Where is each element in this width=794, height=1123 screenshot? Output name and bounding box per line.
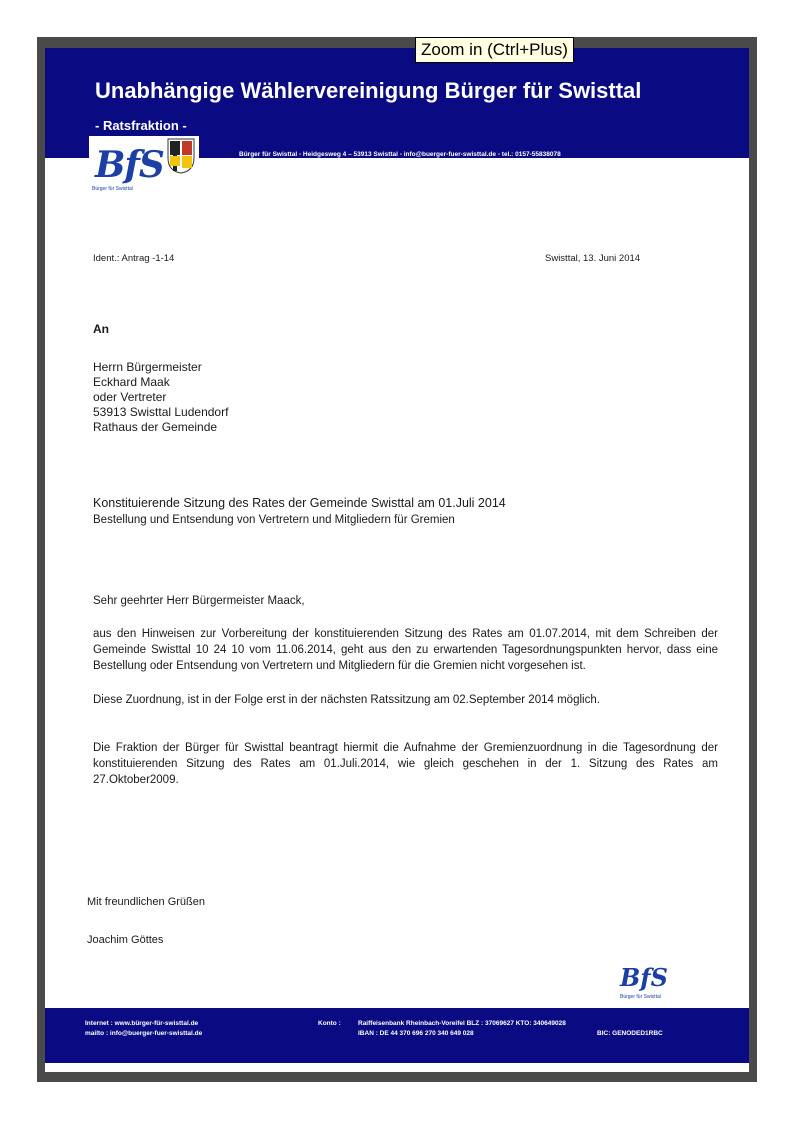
signature: Joachim Göttes [87, 934, 164, 946]
body-paragraph: Die Fraktion der Bürger für Swisttal beantragt hiermit die Aufnahme der Gremienzuordnung in die Tagesordnung der konstituierenden Sitzung des Rates am 01.Juli.2014, wie gleich geschehen in der 1. Sitzung des Rates am 27.Oktober2009. [93, 742, 718, 786]
address-line: Herrn Bürgermeister [93, 360, 202, 374]
crest-icon [167, 138, 195, 174]
ident: Ident.: Antrag -1-14 [93, 253, 175, 264]
address-line: Eckhard Maak [93, 375, 170, 389]
address-line: oder Vertreter [93, 390, 167, 404]
org-subtitle: - Ratsfraktion - [95, 118, 187, 133]
footer-iban: IBAN : DE 44 370 696 270 340 649 028 [358, 1030, 474, 1037]
bfs-logo [89, 136, 199, 198]
bfs-logo-small: BfS [620, 963, 668, 992]
address-line: 53913 Swisttal Ludendorf [93, 405, 229, 419]
logo-subline: Bürger für Swisttal [92, 186, 133, 192]
letter-footer [45, 1008, 749, 1063]
org-title: Unabhängige Wählervereinigung Bürger für Swisttal [95, 78, 642, 103]
address-an: An [93, 322, 109, 336]
closing: Mit freundlichen Grüßen [87, 896, 205, 908]
document-page [45, 48, 749, 1072]
footer-mail: mailto : info@buerger-fuer-swisttal.de [85, 1030, 203, 1037]
place-date: Swisttal, 13. Juni 2014 [545, 253, 641, 264]
subject-title: Konstituierende Sitzung des Rates der Gemeinde Swisttal am 01.Juli 2014 [93, 496, 506, 510]
footer-bank: Raiffeisenbank Rheinbach-Voreifel BLZ : 37069627 KTO: 340649028 [358, 1020, 566, 1027]
logo-small-subline: Bürger für Swisttal [620, 994, 661, 1000]
subject-subtitle: Bestellung und Entsendung von Vertretern und Mitgliedern für Gremien [93, 514, 455, 526]
address-line: Rathaus der Gemeinde [93, 420, 218, 434]
footer-internet: Internet : www.bürger-für-swisttal.de [85, 1020, 199, 1027]
salutation: Sehr geehrter Herr Bürgermeister Maack, [93, 595, 305, 607]
body-paragraph: Diese Zuordnung, ist in der Folge erst in der nächsten Ratssitzung am 02.September 2014 möglich. [93, 694, 600, 706]
zoom-tooltip: Zoom in (Ctrl+Plus) [415, 37, 574, 63]
body-paragraph: aus den Hinweisen zur Vorbereitung der konstituierenden Sitzung des Rates am 01.07.2014, mit dem Schreiben der Gemeinde Swisttal 10 24 10 vom 11.06.2014, geht aus den zu erwartenden Tagesordnungspunkten hervor, dass eine Bestellung oder Entsendung von Vertretern und Mitgliedern für die Gremien nicht vorgesehen ist. [93, 628, 718, 672]
footer-konto-label: Konto : [318, 1020, 341, 1027]
footer-bic: BIC: GENODED1RBC [597, 1030, 663, 1037]
header-contact: Bürger für Swisttal - Heidgesweg 4 – 53913 Swisttal - info@buerger-fuer-swisttal.de - tel.: 0157-55838078 [239, 151, 561, 158]
logo-wordmark: BfS [95, 144, 164, 186]
